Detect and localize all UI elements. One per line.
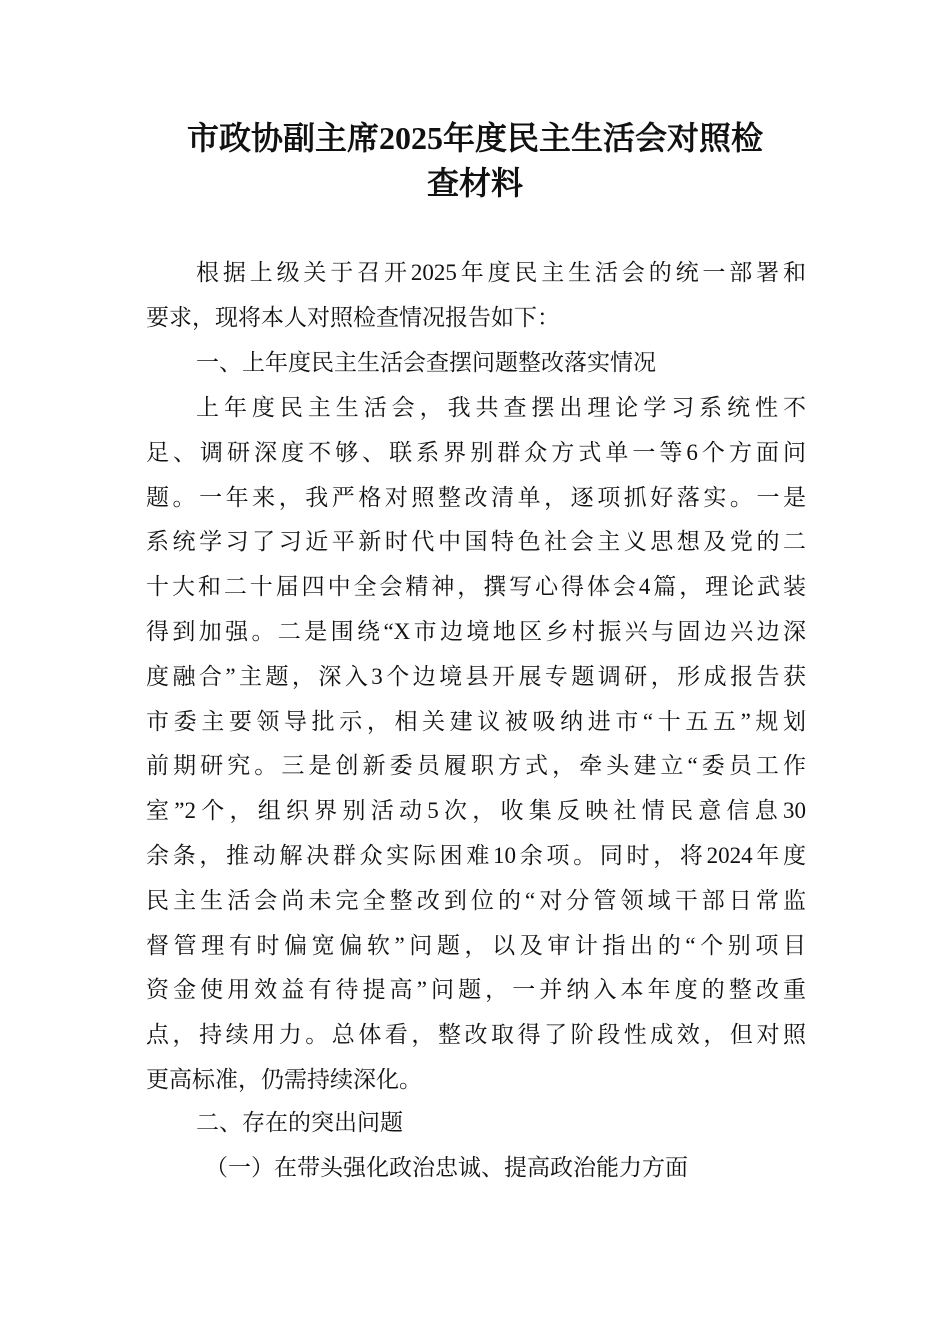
subsection-heading-1: （一）在带头强化政治忠诚、提高政治能力方面 (205, 1155, 688, 1180)
paragraph-line: 系统学习了习近平新时代中国特色社会主义思想及党的二 (146, 529, 806, 555)
paragraph-line: 室”2个，组织界别活动5次，收集反映社情民意信息30 (146, 798, 806, 824)
section-heading-1: 一、上年度民主生活会查摆问题整改落实情况 (196, 349, 656, 375)
paragraph-line: 上年度民主生活会，我共查摆出理论学习系统性不 (196, 395, 806, 420)
section-heading-2: 二、存在的突出问题 (196, 1109, 403, 1135)
intro-line-1: 根据上级关于召开2025年度民主生活会的统一部署和 (196, 260, 806, 285)
paragraph-line: 督管理有时偏宽偏软”问题，以及审计指出的“个别项目 (146, 932, 806, 958)
paragraph-line: 更高标准，仍需持续深化。 (146, 1067, 422, 1092)
paragraph-line: 度融合”主题，深入3个边境县开展专题调研，形成报告获 (146, 663, 806, 689)
paragraph-line: 前期研究。三是创新委员履职方式，牵头建立“委员工作 (146, 753, 806, 779)
paragraph-line: 余条，推动解决群众实际困难10余项。同时，将2024年度 (146, 843, 806, 868)
paragraph-line: 资金使用效益有待提高”问题，一并纳入本年度的整改重 (146, 977, 806, 1003)
paragraph-line: 市委主要领导批示，相关建议被吸纳进市“十五五”规划 (146, 708, 806, 734)
paragraph-line: 足、调研深度不够、联系界别群众方式单一等6个方面问 (146, 439, 806, 465)
paragraph-line: 十大和二十届四中全会精神，撰写心得体会4篇，理论武装 (146, 574, 806, 600)
paragraph-line: 得到加强。二是围绕“X市边境地区乡村振兴与固边兴边深 (146, 619, 806, 644)
paragraph-line: 点，持续用力。总体看，整改取得了阶段性成效，但对照 (146, 1022, 806, 1048)
intro-line-2: 要求，现将本人对照检查情况报告如下： (146, 305, 560, 330)
document-title-line-1: 市政协副主席2025年度民主生活会对照检 (186, 120, 763, 156)
document-title-line-2: 查材料 (426, 165, 523, 201)
paragraph-line: 题。一年来，我严格对照整改清单，逐项抓好落实。一是 (146, 484, 806, 510)
paragraph-line: 民主生活会尚未完全整改到位的“对分管领域干部日常监 (146, 887, 806, 913)
